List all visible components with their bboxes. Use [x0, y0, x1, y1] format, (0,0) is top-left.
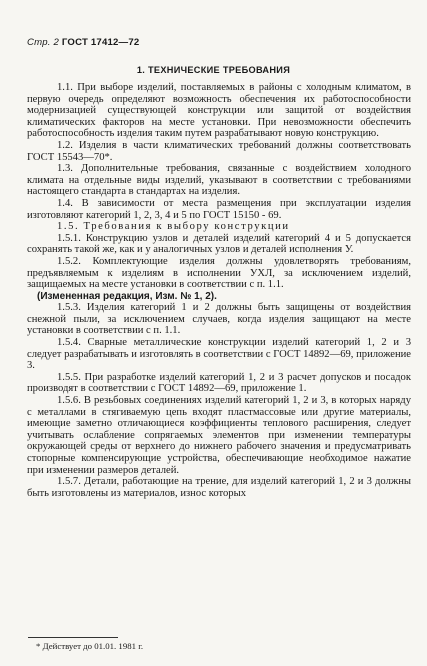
subsection-heading-1-5: 1.5. Требования к выбору конструкции	[57, 221, 290, 233]
paragraph-1-5-5: 1.5.5. При разработке изделий категорий 1, 2 и 3 расчет допусков и посадок производят в соответствии с ГОСТ 14892—69, приложение 1.	[27, 371, 411, 395]
page-number: Стр. 2	[27, 37, 60, 48]
standard-designation: ГОСТ 17412—72	[61, 37, 140, 48]
document-body	[27, 82, 411, 499]
footnote: * Действует до 01.01. 1981 г.	[36, 641, 144, 651]
paragraph-1-5-7: 1.5.7. Детали, работающие на трение, для изделий категорий 1, 2 и 3 должны быть изготовлены из материалов, износ которых	[27, 476, 411, 499]
section-title: 1. ТЕХНИЧЕСКИЕ ТРЕБОВАНИЯ	[136, 65, 291, 75]
paragraph-1-2: 1.2. Изделия в части климатических требований должны соответствовать ГОСТ 15543—70*.	[27, 139, 411, 163]
paragraph-1-5-6: 1.5.6. В резьбовых соединениях изделий категорий 1, 2 и 3, в которых наряду с металлами в стягиваемую цепь входят пластмассовые или другие материалы, имеющие заметно отличающиеся коэффициенты теплового расширения, следует учитывать ослабление сопрягаемых элементов при изменении температуры окружающей среды от верхнего до нижнего рабочего значения и предусматривать стопорные компенсирующие устройства, обеспечивающие необходимое нажатие при изменении размеров деталей.	[27, 395, 411, 476]
paragraph-1-4: 1.4. В зависимости от места размещения при эксплуатации изделия изготовляют категорий 1, 2, 3, 4 и 5 по ГОСТ 15150 - 69.	[27, 197, 411, 221]
running-header	[27, 37, 139, 48]
paragraph-1-5-3: 1.5.3. Изделия категорий 1 и 2 должны быть защищены от воздействия снежной пыли, за исключением случаев, когда изделия защищают на месте установки в соответствии с п. 1.1.	[27, 302, 411, 337]
paragraph-1-5-1: 1.5.1. Конструкцию узлов и деталей изделий категорий 4 и 5 допускается сохранять такой же, как и у аналогичных узлов и деталей исполнения У.	[27, 232, 411, 256]
footnote-divider	[28, 637, 118, 638]
paragraph-1-5-4: 1.5.4. Сварные металлические конструкции изделий категорий 1, 2 и 3 следует разрабатывать и изготовлять в соответствии с ГОСТ 14892—69, приложение 3.	[27, 337, 411, 372]
amendment-note: (Измененная редакция, Изм. № 1, 2).	[37, 290, 217, 302]
paragraph-1-3: 1.3. Дополнительные требования, связанные с воздействием холодного климата на отдельные виды изделий, указывают в соответствии с требованиями настоящего стандарта в стандартах на изделия.	[27, 163, 411, 198]
paragraph-1-5-2: 1.5.2. Комплектующие изделия должны удовлетворять требованиям, предъявляемым к изделиям в исполнении УХЛ, за исключением изделий, защищаемых на месте установки в соответствии с п. 1.1.	[27, 255, 411, 291]
paragraph-1-1: 1.1. При выборе изделий, поставляемых в районы с холодным климатом, в первую очередь определяют возможность обеспечения их работоспособности модернизацией существующей конструкции или защитой от воздействия климатических факторов на месте установки. При невозможности обеспечить работоспособность изделия таким путем разрабатывают новую конструкцию.	[27, 82, 411, 140]
